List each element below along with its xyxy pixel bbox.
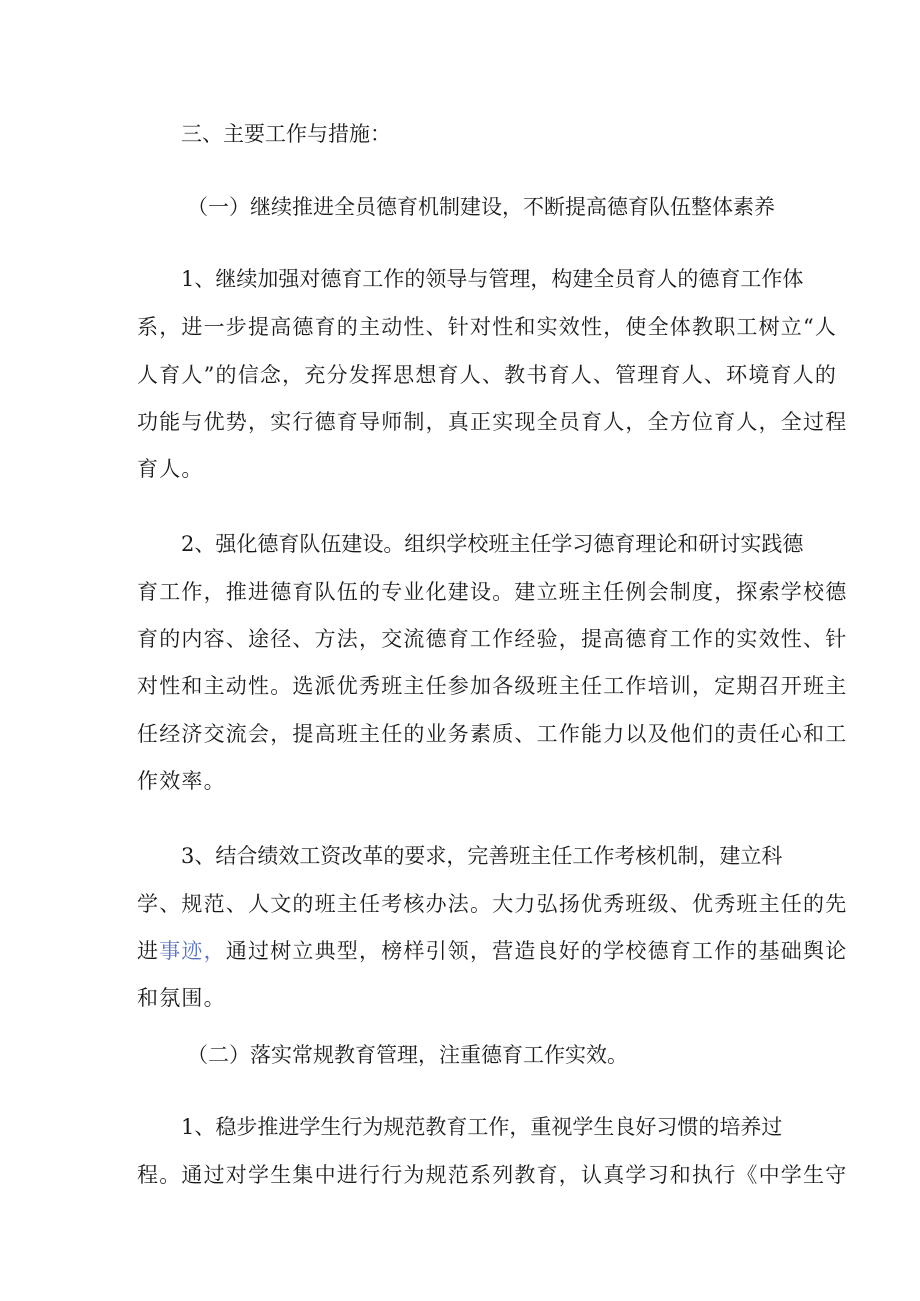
paragraph-line: 3、结合绩效工资改革的要求，完善班主任工作考核机制，建立科 <box>181 844 783 868</box>
paragraph-line: 任经济交流会，提高班主任的业务素质、工作能力以及他们的责任心和工 <box>137 722 848 746</box>
paragraph-line: 程。通过对学生集中进行行为规范系列教育，认真学习和执行《中学生守 <box>137 1163 848 1187</box>
section1-title: （一）继续推进全员德育机制建设，不断提高德育队伍整体素养 <box>187 195 775 219</box>
paragraph-line: 育的内容、途径、方法，交流德育工作经验，提高德育工作的实效性、针 <box>137 627 848 651</box>
paragraph-line: 对性和主动性。选派优秀班主任参加各级班主任工作培训，定期召开班主 <box>137 674 848 698</box>
paragraph-line: 人育人”的信念，充分发挥思想育人、教书育人、管理育人、环境育人的 <box>137 363 838 387</box>
paragraph-line-with-link <box>0 934 920 968</box>
paragraph-line: 育工作，推进德育队伍的专业化建设。建立班主任例会制度，探索学校德 <box>137 580 848 604</box>
paragraph-line: 学、规范、人文的班主任考核办法。大力弘扬优秀班级、优秀班主任的先 <box>137 892 848 916</box>
text-suffix: 通过树立典型，榜样引领，营造良好的学校德育工作的基础舆论 <box>225 939 848 963</box>
paragraph-line: 系，进一步提高德育的主动性、针对性和实效性，使全体教职工树立“人 <box>137 315 838 339</box>
highlighted-text-link[interactable]: 事迹， <box>159 939 226 963</box>
paragraph-line: 功能与优势，实行德育导师制，真正实现全员育人，全方位育人，全过程 <box>137 410 848 434</box>
paragraph-line: 1、继续加强对德育工作的领导与管理，构建全员育人的德育工作体 <box>181 267 804 291</box>
paragraph-line: 作效率。 <box>137 769 226 793</box>
text-prefix: 进 <box>137 939 160 963</box>
section-heading: 三、主要工作与措施： <box>181 122 391 146</box>
paragraph-line: 育人。 <box>137 457 204 481</box>
paragraph-line: 2、强化德育队伍建设。组织学校班主任学习德育理论和研讨实践德 <box>181 532 804 556</box>
paragraph-line: 1、稳步推进学生行为规范教育工作，重视学生良好习惯的培养过 <box>181 1115 783 1139</box>
section2-title: （二）落实常规教育管理，注重德育工作实效。 <box>187 1043 628 1067</box>
paragraph-line: 和氛围。 <box>137 986 226 1010</box>
